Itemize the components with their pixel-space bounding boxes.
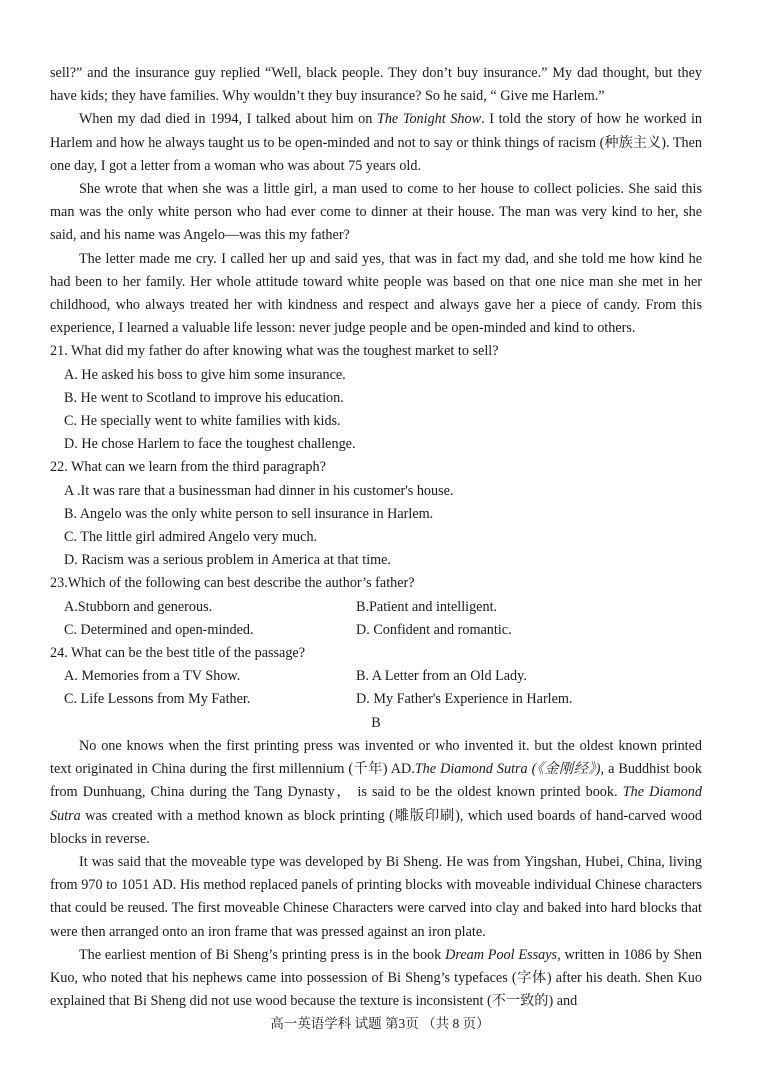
option-b: B. Angelo was the only white person to sell insurance in Harlem. [64,505,434,522]
show-title: The Tonight Show [376,111,482,128]
option-a: A. Memories from a TV Show. [64,668,241,685]
text: When my dad died in 1994, I talked about him on [79,111,377,128]
paragraph-5: She wrote that when she was a little girl, a man used to come to her house to collect policies. She said this man was the only white person who had ever come to dinner at their house. The man was very kind to her, she said, and his name was Angelo—was this my father? [50,181,702,244]
option-a: A .It was rare that a businessman had dinner in his customer's house. [64,482,454,499]
book-title: The Diamond Sutra (《金刚经》) [414,761,601,778]
paragraph-4 [50,108,702,178]
paragraph-b1 [50,735,702,851]
option-a: A. He asked his boss to give him some insurance. [64,366,346,383]
paragraph-b3 [50,944,702,1014]
option-d: D. Racism was a serious problem in America at that time. [64,552,392,569]
question-stem: 23.Which of the following can best describe the author’s father? [50,575,415,592]
text: , written in 1086 by Shen Kuo, who noted that his nephews came into possession of Bi Sheng’s typefaces (字体) after his death. Shen Kuo explained that Bi Sheng did not use wood because the texture is inconsistent (不一致的) and [50,946,702,1010]
question-stem: 24. What can be the best title of the passage? [50,645,306,662]
option-c: C. The little girl admired Angelo very much. [64,529,318,546]
question-23 [50,572,702,642]
options-row-1 [50,665,702,688]
option-b: B.Patient and intelligent. [356,598,498,615]
text: No one knows when the first printing press was invented or who invented it. but the oldest known printed text originated in China during the first millennium (千年) AD. [50,737,702,778]
paragraph-6: The letter made me cry. I called her up and said yes, that was in fact my dad, and she told me how kind he had been to her family. Her whole attitude toward white people was based on that one nice man she met in her childhood, who always treated her with kindness and respect and always gave her a piece of candy. From this experience, I learned a valuable life lesson: never judge people and be open-minded and kind to others. [50,250,702,337]
question-22 [50,456,702,572]
question-stem: 21. What did my father do after knowing what was the toughest market to sell? [50,343,499,360]
paragraph-b2: It was said that the moveable type was developed by Bi Sheng. He was from Yingshan, Hubei, China, living from 970 to 1051 AD. His method replaced panels of printing blocks with moveable individual Chinese characters that could be reused. The first moveable Chinese Characters were carved into clay and baked into hard blocks that were then arranged onto an iron frame that was pressed against an iron plate. [50,853,702,940]
book-title: The Diamond Sutra [50,784,702,824]
option-c: C. He specially went to white families with kids. [64,413,341,430]
text: The earliest mention of Bi Sheng’s printing press is in the book [79,946,446,963]
option-a: A.Stubborn and generous. [64,598,213,615]
option-c: C. Life Lessons from My Father. [64,691,251,708]
option-b: B. A Letter from an Old Lady. [356,668,527,685]
section-label: B [371,714,381,731]
option-d: D. He chose Harlem to face the toughest challenge. [64,436,356,453]
text: . I told the story of how he worked in Harlem and how he always taught us to be open-minded and not to say or think things of racism (种族主义). Then one day, I got a letter from a woman who was about 75 years old. [50,111,703,174]
options-row-1 [50,596,702,619]
text: , a Buddhist book from Dunhuang, China during the Tang Dynasty， is said to be the oldest known printed book. [50,761,702,801]
question-21 [50,340,702,456]
option-b: B. He went to Scotland to improve his education. [64,389,344,406]
exam-page [50,62,702,1013]
book-title: Dream Pool Essays [445,946,558,963]
option-d: D. Confident and romantic. [356,621,512,638]
option-c: C. Determined and open-minded. [64,621,254,638]
options-row-2 [50,619,702,642]
page-footer: 高一英语学科 试题 第3页 （共 8 页） [270,1016,490,1031]
option-d: D. My Father's Experience in Harlem. [356,691,573,708]
paragraph-continued: sell?” and the insurance guy replied “Well, black people. They don’t buy insurance.” My dad thought, but they have kids; they have families. Why wouldn’t they buy insurance? So he said, “ Give me Harlem.” [50,65,702,105]
question-stem: 22. What can we learn from the third paragraph? [50,459,326,476]
options-row-2 [50,688,702,711]
question-24 [50,642,702,712]
text: was created with a method known as block printing (雕版印刷), which used boards of hand-carved wood blocks in reverse. [50,807,702,847]
